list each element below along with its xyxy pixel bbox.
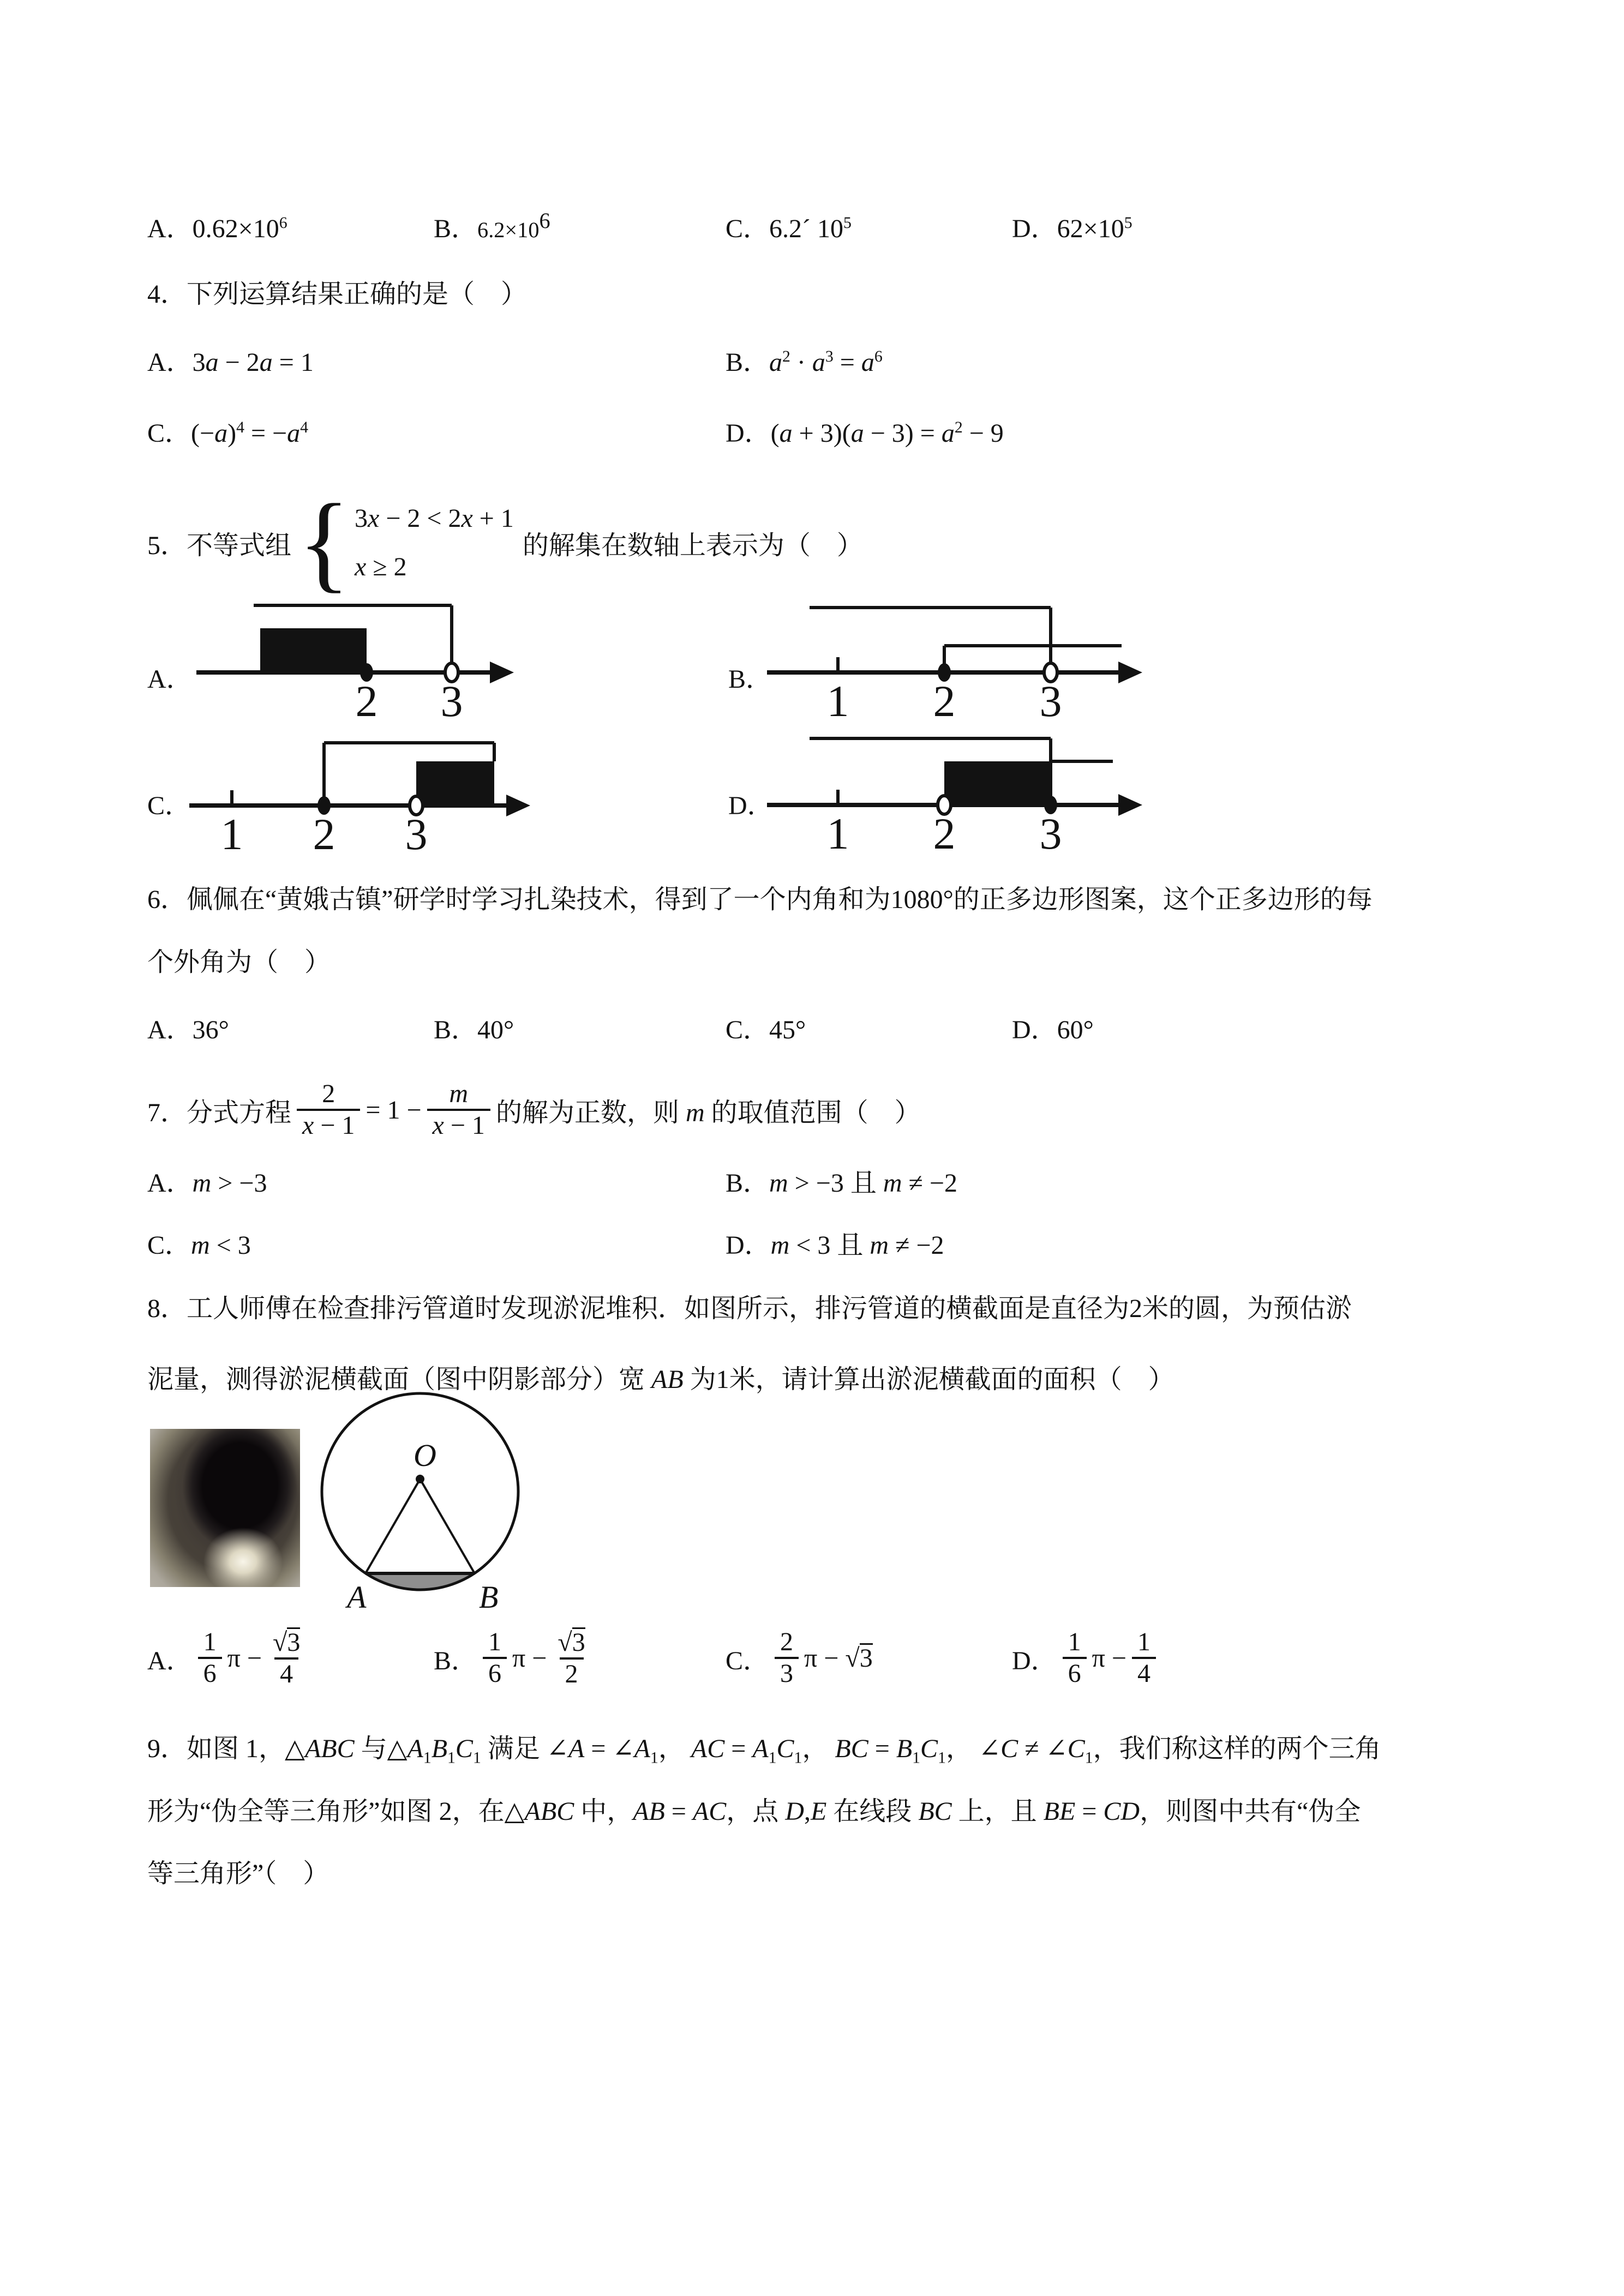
q6-option-a: A．36° (147, 1015, 229, 1044)
q4-stem: 4．下列运算结果正确的是（ ） (147, 280, 528, 309)
q6-option-b: B．40° (434, 1015, 514, 1044)
fraction-numerator: 1 (1068, 1627, 1081, 1657)
tick-label: 3 (405, 809, 428, 859)
tick-label: 1 (826, 809, 849, 858)
q5-option-d-label: D． (728, 791, 774, 820)
shaded-rect (944, 761, 1051, 805)
option-mid: π − √3 (804, 1643, 873, 1673)
fraction-denominator: 6 (198, 1657, 222, 1688)
pipe-photo (150, 1429, 300, 1587)
q8-option-a (147, 1617, 311, 1699)
circle-outline (322, 1393, 518, 1590)
q8-option-c (726, 1617, 873, 1699)
fraction (552, 1627, 590, 1689)
q5-system (355, 503, 514, 582)
q9-stem-line1: 9．如图 1，△ABC 与$\triangle A_1B_1C_1$ 满足 ∠A = $\angle A_1$， AC = $A_1C_1$， BC = $B_1C_1$， ∠C ≠ $\angle C_1$，我们称这样的两个三角 (147, 1734, 1381, 1767)
q3-option-a: A．$0.62\times 10^6$ (147, 214, 287, 243)
q6-stem-line1: 6．佩佩在“黄娥古镇”研学时学习扎染技术，得到了一个内角和为1080°的正多边形图案，这个正多边形的每 (147, 885, 1373, 914)
axis-arrow (1118, 662, 1142, 683)
fraction (427, 1079, 490, 1140)
fraction (1132, 1627, 1156, 1688)
tick-label: 3 (440, 676, 463, 726)
brace-glyph: { (298, 482, 351, 603)
q7-mid: = 1 − (365, 1095, 422, 1125)
option-mid: π − (1092, 1643, 1126, 1673)
fraction-numerator: 2 (780, 1627, 794, 1657)
shaded-rect (260, 628, 367, 672)
fraction-denominator: 3 (775, 1657, 799, 1688)
q8-stem-line2: 泥量，测得淤泥横截面（图中阴影部分）宽 AB 为1米，请计算出淤泥横截面的面积（ ） (147, 1365, 1174, 1394)
q4-option-c: C．$(-a)^4 = -a^4$ (147, 418, 308, 448)
axis-arrow (490, 662, 514, 683)
q4-option-d: D．$(a + 3)(a - 3) = a^2 - 9$ (726, 418, 1004, 448)
tick-label: 3 (1039, 809, 1062, 858)
point-a-label: A (347, 1579, 367, 1615)
option-mid: π − (512, 1643, 547, 1673)
fraction-numerator: m (449, 1079, 469, 1109)
fraction-denominator: 6 (483, 1657, 507, 1688)
tick-label: 3 (1039, 676, 1062, 726)
q4-option-b: B．$a^2 \cdot a^3 = a^6$ (726, 347, 883, 377)
q5-prefix: 5．不等式组 (147, 531, 292, 560)
q3-option-d: D．$62\times 10^5$ (1012, 214, 1132, 243)
tick-label: 2 (355, 676, 378, 726)
center-dot (416, 1475, 424, 1483)
center-label: O (414, 1438, 436, 1473)
tick-label: 1 (826, 676, 849, 726)
fraction (267, 1627, 305, 1689)
axis-arrow (1118, 794, 1142, 816)
option-mid: π − (227, 1643, 262, 1673)
q4-option-a: A．3a − 2a = 1 (147, 348, 314, 377)
q7-option-b: B．m > −3 且 m ≠ −2 (726, 1169, 957, 1198)
numberline-option-d (758, 725, 1162, 862)
q7-option-d: D．m < 3 且 m ≠ −2 (726, 1231, 944, 1260)
q5-suffix: 的解集在数轴上表示为（ ） (522, 531, 863, 560)
fraction-denominator: x − 1 (427, 1109, 490, 1140)
q3-option-c: C．6.2´ $10^5$ (726, 214, 852, 243)
circle-diagram (295, 1379, 546, 1651)
fraction-denominator: 4 (1132, 1657, 1156, 1688)
q8-option-d (1012, 1617, 1161, 1699)
fraction-numerator: √3 (558, 1627, 585, 1657)
option-label: A． (147, 1646, 193, 1675)
numberline-option-b (758, 592, 1162, 728)
tick-label: 2 (313, 809, 335, 859)
fraction (198, 1627, 222, 1688)
q8-stem-line1: 8．工人师傅在检查排污管道时发现淤泥堆积．如图所示，排污管道的横截面是直径为2米的圆，为预估淤 (147, 1294, 1352, 1323)
fraction (483, 1627, 507, 1688)
option-label: C． (726, 1646, 770, 1675)
fraction-denominator: 6 (1063, 1657, 1087, 1688)
q6-option-d: D．60° (1012, 1015, 1094, 1044)
tick-label: 2 (933, 809, 956, 858)
q5-option-a-label: A． (147, 665, 193, 694)
fraction (297, 1079, 360, 1140)
fraction-denominator: 2 (560, 1657, 584, 1689)
q9-stem-line3: 等三角形”（ ） (147, 1859, 329, 1888)
fraction-numerator: 1 (1137, 1627, 1150, 1657)
q7-option-c: C．m < 3 (147, 1231, 251, 1260)
fraction-numerator: 2 (322, 1079, 335, 1109)
tick-label: 1 (220, 809, 243, 859)
shaded-rect (416, 761, 494, 806)
q5-stem (147, 480, 863, 605)
numberline-option-c (164, 725, 551, 862)
radius-oa (365, 1479, 420, 1573)
fraction-numerator: √3 (272, 1627, 301, 1657)
q6-option-c: C．45° (726, 1015, 806, 1044)
option-label: B． (434, 1646, 478, 1675)
q3-option-b: B．$6.2\times 10^6$ (434, 208, 550, 243)
fraction-numerator: 1 (203, 1627, 217, 1657)
q5-option-c-label: C． (147, 791, 191, 820)
numberline-option-a (164, 592, 524, 728)
q5-system-line2: x ≥ 2 (355, 552, 407, 581)
q5-option-b-label: B． (728, 665, 772, 694)
tick-label: 2 (933, 676, 956, 726)
radius-ob (420, 1479, 475, 1573)
q7-prefix: 7．分式方程 (147, 1098, 292, 1127)
fraction-numerator: 1 (488, 1627, 502, 1657)
point-b-label: B (479, 1579, 499, 1615)
fraction-denominator: x − 1 (297, 1109, 360, 1140)
q6-stem-line2: 个外角为（ ） (147, 948, 331, 977)
fraction (1063, 1627, 1087, 1688)
q7-suffix: 的解为正数，则 m 的取值范围（ ） (495, 1098, 921, 1127)
q8-option-b (434, 1617, 596, 1699)
fraction-denominator: 4 (274, 1657, 298, 1689)
fraction (775, 1627, 799, 1688)
q9-stem-line2: 形为“伪全等三角形”如图 2，在△ABC 中，AB = AC，点 D,E 在线段 BC 上，且 BE = CD，则图中共有“伪全 (147, 1797, 1361, 1826)
q7-option-a: A．m > −3 (147, 1169, 267, 1198)
q5-system-line1: 3x − 2 < 2x + 1 (355, 504, 514, 533)
axis-arrow (506, 795, 530, 816)
q7-stem (147, 1063, 921, 1156)
option-label: D． (1012, 1646, 1057, 1675)
